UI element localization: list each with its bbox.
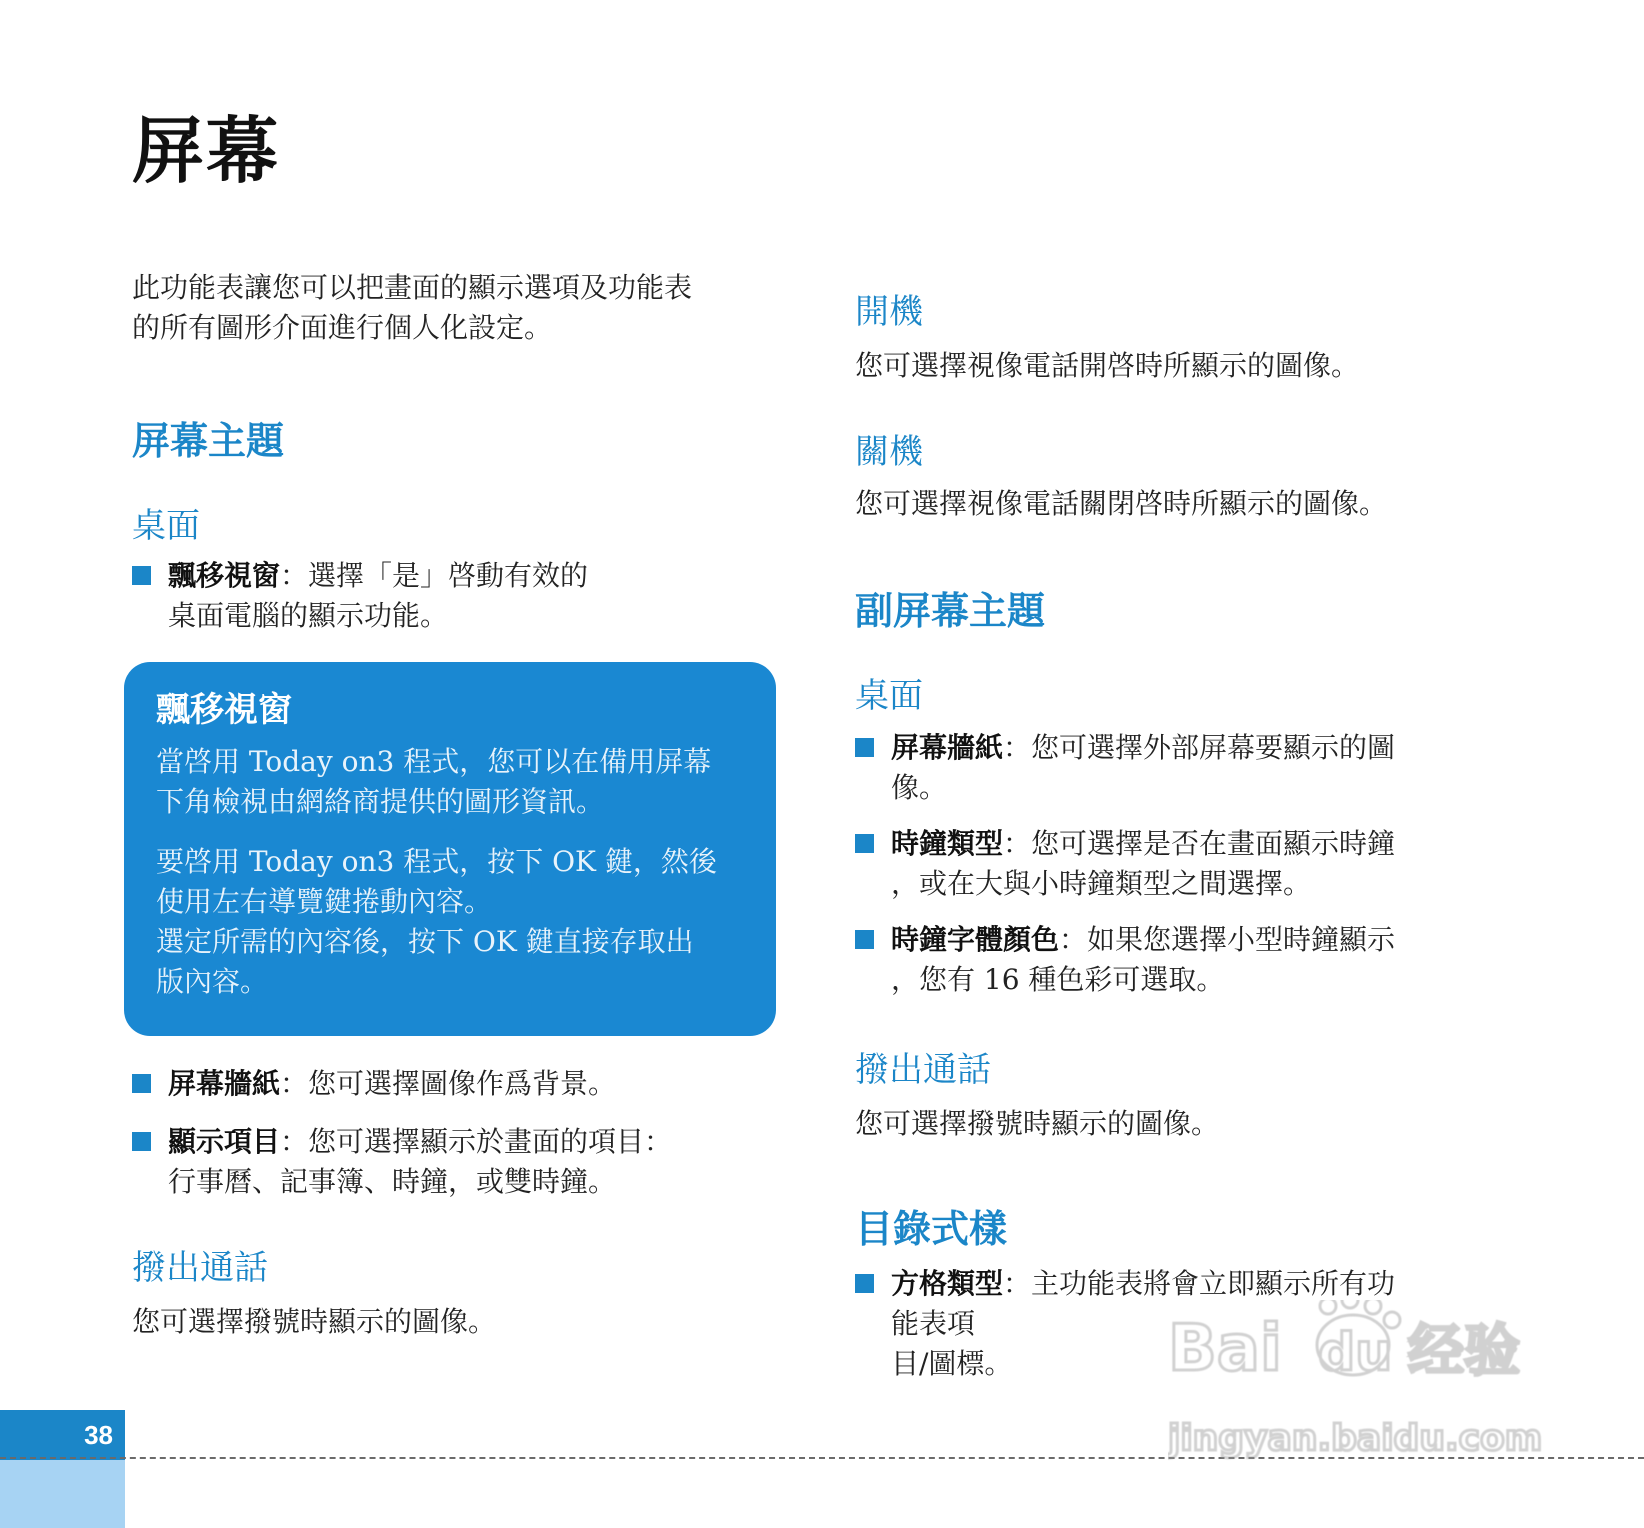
bullet-display-items <box>132 1122 772 1202</box>
bullet-text: ，或在大與小時鐘類型之間選擇。 <box>891 867 1312 900</box>
page-edge-tab <box>0 1460 125 1528</box>
bullet-subscreen-wallpaper <box>855 728 1475 808</box>
watermark-brand: Bai <box>1168 1312 1282 1386</box>
callout-line: 選定所需的內容後，按下 OK 鍵直接存取出 <box>156 925 694 958</box>
watermark-paw-text: du <box>1318 1323 1393 1383</box>
callout-paragraph <box>156 742 744 822</box>
watermark-suffix: 经验 <box>1408 1319 1520 1384</box>
bullet-term: 飄移視窗 <box>168 559 281 592</box>
section-heading-theme: 屏幕主題 <box>132 418 285 463</box>
bullet-text: ：您可選擇是否在畫面顯示時鐘 <box>1003 827 1396 860</box>
bullet-text: ，您有 16 種色彩可選取。 <box>891 963 1225 996</box>
bullet-float-window <box>132 556 772 636</box>
bullet-clock-color <box>855 920 1475 1000</box>
bullet-term: 屏幕牆紙 <box>168 1067 281 1100</box>
power-on-text: 您可選擇視像電話開啓時所顯示的圖像。 <box>855 349 1360 382</box>
callout-paragraph <box>156 842 744 1002</box>
baidu-jingyan-watermark <box>1168 1300 1568 1470</box>
subheading-desktop: 桌面 <box>855 676 923 716</box>
bullet-square-icon <box>132 1074 151 1093</box>
bullet-text: ：您可選擇圖像作爲背景。 <box>280 1067 617 1100</box>
bullet-text: ：您可選擇顯示於畫面的項目： <box>280 1125 673 1158</box>
bullet-wallpaper <box>132 1064 772 1104</box>
paw-toe-icon <box>1365 1300 1381 1314</box>
callout-line: 下角檢視由網絡商提供的圖形資訊。 <box>156 785 605 818</box>
watermark-logo <box>1168 1300 1568 1470</box>
bullet-text: 目/圖標。 <box>891 1347 1013 1380</box>
subheading-power-on: 開機 <box>855 292 923 332</box>
bullet-square-icon <box>132 1132 151 1151</box>
bullet-square-icon <box>855 738 874 757</box>
bullet-text: 行事曆、記事簿、時鐘，或雙時鐘。 <box>168 1165 617 1198</box>
callout-line: 使用左右導覽鍵捲動內容。 <box>156 885 493 918</box>
page-title: 屏幕 <box>132 108 281 193</box>
bullet-text: 能表項 <box>891 1307 976 1340</box>
bullet-text: ：如果您選擇小型時鐘顯示 <box>1059 923 1396 956</box>
bullet-square-icon <box>855 834 874 853</box>
bullet-text: 桌面電腦的顯示功能。 <box>168 599 449 632</box>
paw-toe-icon <box>1320 1300 1336 1314</box>
callout-title: 飄移視窗 <box>156 690 292 730</box>
intro-line: 的所有圖形介面進行個人化設定。 <box>132 311 553 344</box>
bullet-term: 顯示項目 <box>168 1125 281 1158</box>
outgoing-call-text: 您可選擇撥號時顯示的圖像。 <box>132 1305 497 1338</box>
bullet-text: 像。 <box>891 771 948 804</box>
bullet-text: ：您可選擇外部屏幕要顯示的圖 <box>1003 731 1396 764</box>
bullet-term: 時鐘類型 <box>891 827 1004 860</box>
subheading-desktop: 桌面 <box>132 506 200 546</box>
bullet-term: 時鐘字體顏色 <box>891 923 1060 956</box>
intro-paragraph <box>132 268 772 348</box>
bullet-square-icon <box>855 930 874 949</box>
subheading-outgoing-call: 撥出通話 <box>132 1248 268 1288</box>
bullet-term: 屏幕牆紙 <box>891 731 1004 764</box>
callout-line: 要啓用 Today on3 程式，按下 OK 鍵，然後 <box>156 845 717 878</box>
callout-line: 當啓用 Today on3 程式，您可以在備用屏幕 <box>156 745 712 778</box>
section-heading-menu-style: 目錄式樣 <box>855 1206 1008 1251</box>
bullet-square-icon <box>132 566 151 585</box>
power-off-text: 您可選擇視像電話關閉啓時所顯示的圖像。 <box>855 487 1388 520</box>
intro-line: 此功能表讓您可以把畫面的顯示選項及功能表 <box>132 271 693 304</box>
watermark-url: jingyan.baidu.com <box>1168 1418 1543 1459</box>
bullet-term: 方格類型 <box>891 1267 1004 1300</box>
float-window-callout <box>124 662 776 1036</box>
bullet-text: ：選擇「是」啓動有效的 <box>280 559 589 592</box>
section-heading-subscreen: 副屏幕主題 <box>855 588 1046 633</box>
paw-toe-icon <box>1342 1300 1358 1308</box>
bullet-text: ：主功能表將會立即顯示所有功 <box>1003 1267 1396 1300</box>
callout-line: 版內容。 <box>156 965 269 998</box>
bullet-square-icon <box>855 1274 874 1293</box>
page-number: 38 <box>0 1410 125 1460</box>
outgoing-call-text: 您可選擇撥號時顯示的圖像。 <box>855 1107 1220 1140</box>
bullet-clock-type <box>855 824 1475 904</box>
subheading-power-off: 關機 <box>855 432 923 472</box>
subheading-outgoing-call: 撥出通話 <box>855 1050 991 1090</box>
